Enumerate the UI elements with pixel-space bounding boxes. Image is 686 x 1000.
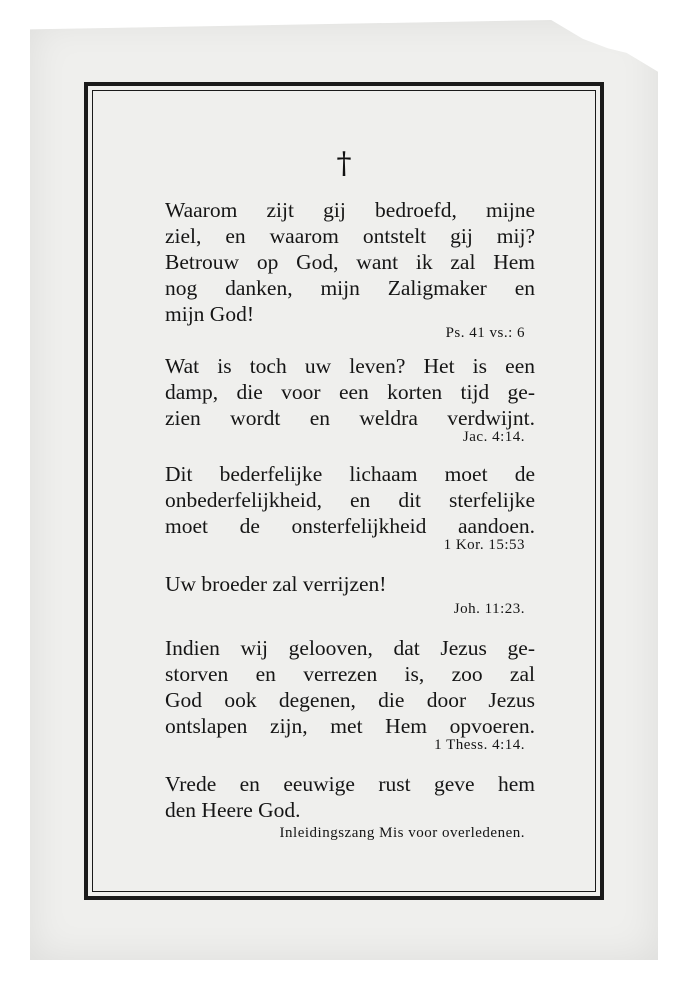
verse-line: Dit bederfelijke lichaam moet de (165, 462, 535, 486)
verse-line: Waarom zijt gij bedroefd, mijne (165, 198, 535, 222)
verse-corinthians (165, 461, 535, 539)
verse-reference: Ps. 41 vs.: 6 (445, 325, 525, 341)
inner-border (92, 90, 596, 892)
verse-line: God ook degenen, die door Jezus (165, 688, 535, 712)
verse-line: Indien wij gelooven, dat Jezus ge- (165, 636, 535, 660)
verse-line: Vrede en eeuwige rust geve hem (165, 772, 535, 796)
mourning-border (84, 82, 604, 900)
verse-line: zien wordt en weldra verdwijnt. (165, 406, 535, 430)
verse-line: nog danken, mijn Zaligmaker en (165, 276, 535, 300)
verse-reference: Jac. 4:14. (462, 429, 525, 445)
verse-thessalonians (165, 635, 535, 739)
verse-line: Wat is toch uw leven? Het is een (165, 354, 535, 378)
verse-introit (165, 771, 535, 823)
verse-james (165, 353, 535, 431)
verse-line: moet de onsterfelijkheid aandoen. (165, 514, 535, 538)
verse-line: onbederfelijkheid, en dit sterfelijke (165, 488, 535, 512)
verse-line: ontslapen zijn, met Hem opvoeren. (165, 714, 535, 738)
verse-reference: 1 Kor. 15:53 (443, 537, 525, 553)
verse-line: Uw broeder zal verrijzen! (165, 572, 387, 596)
verse-line: storven en verrezen is, zoo zal (165, 662, 535, 686)
verse-reference: 1 Thess. 4:14. (434, 737, 525, 753)
verse-line: den Heere God. (165, 798, 301, 822)
verse-line: mijn God! (165, 302, 254, 326)
verse-reference: Inleidingszang Mis voor overledenen. (279, 825, 525, 841)
verse-line: damp, die voor een korten tijd ge- (165, 380, 535, 404)
verse-line: ziel, en waarom ontstelt gij mij? (165, 224, 535, 248)
verse-john (165, 571, 535, 597)
cross-icon: † (336, 146, 352, 181)
verse-reference: Joh. 11:23. (453, 601, 525, 617)
verse-psalm (165, 197, 535, 327)
verse-line: Betrouw op God, want ik zal Hem (165, 250, 535, 274)
